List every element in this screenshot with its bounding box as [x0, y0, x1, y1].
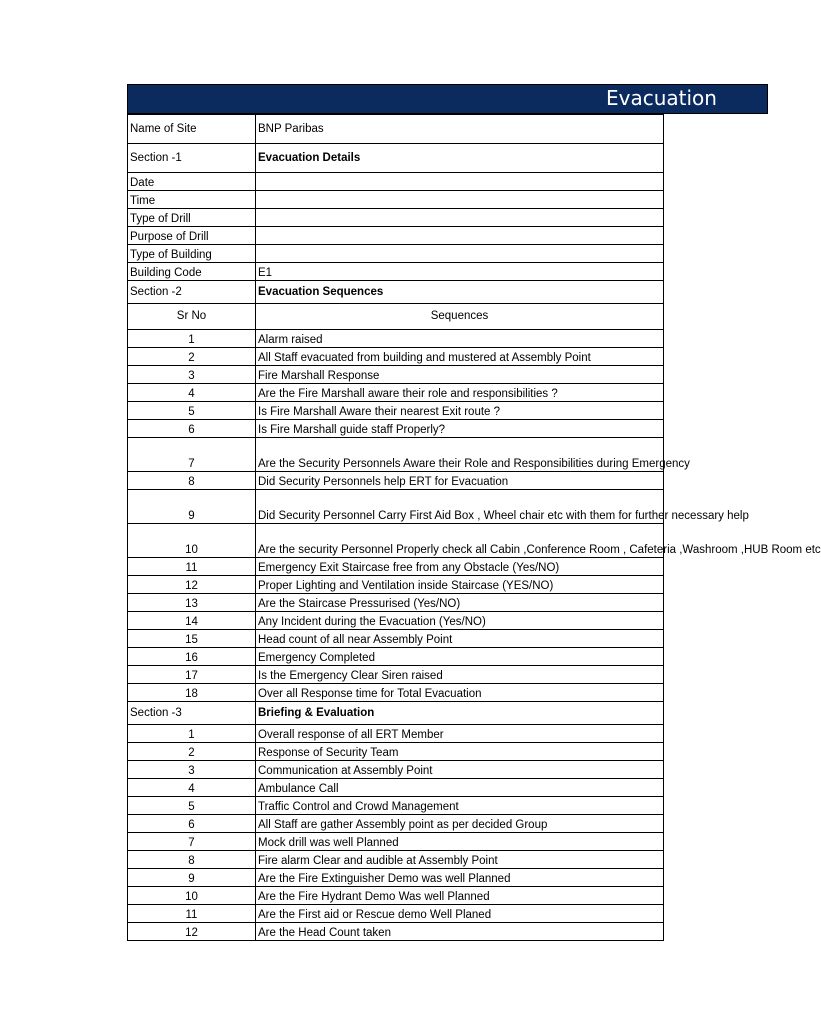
sequence-text[interactable]: Emergency Completed	[256, 648, 664, 666]
table-row	[128, 384, 664, 402]
sequence-text[interactable]: Emergency Exit Staircase free from any Obstacle (Yes/NO)	[256, 558, 664, 576]
sequence-number[interactable]: 14	[128, 612, 256, 630]
table-row	[128, 612, 664, 630]
table-row	[128, 905, 664, 923]
evaluation-number[interactable]: 5	[128, 797, 256, 815]
sequence-number[interactable]: 8	[128, 472, 256, 490]
detail-value[interactable]	[256, 245, 664, 263]
section-2-label[interactable]: Section -2	[128, 281, 256, 304]
evaluation-number[interactable]: 1	[128, 725, 256, 743]
table-row	[128, 833, 664, 851]
table-row	[128, 366, 664, 384]
table-row	[128, 558, 664, 576]
detail-label[interactable]: Purpose of Drill	[128, 227, 256, 245]
table-row	[128, 348, 664, 366]
table-row	[128, 630, 664, 648]
table-row	[128, 524, 664, 558]
sequence-text[interactable]: Alarm raised	[256, 330, 664, 348]
table-row	[128, 490, 664, 524]
section-3-label[interactable]: Section -3	[128, 702, 256, 725]
detail-row	[128, 209, 664, 227]
detail-row	[128, 245, 664, 263]
sequence-number[interactable]: 4	[128, 384, 256, 402]
detail-value[interactable]	[256, 173, 664, 191]
table-row	[128, 923, 664, 941]
evaluation-number[interactable]: 12	[128, 923, 256, 941]
table-row	[128, 887, 664, 905]
sequence-number[interactable]: 2	[128, 348, 256, 366]
table-row	[128, 576, 664, 594]
sequence-text[interactable]: Proper Lighting and Ventilation inside Staircase (YES/NO)	[256, 576, 664, 594]
evaluation-text[interactable]: Mock drill was well Planned	[256, 833, 664, 851]
sequence-text[interactable]: All Staff evacuated from building and mustered at Assembly Point	[256, 348, 664, 366]
sequence-number[interactable]: 12	[128, 576, 256, 594]
evaluation-number[interactable]: 11	[128, 905, 256, 923]
evaluation-number[interactable]: 4	[128, 779, 256, 797]
sequence-number[interactable]: 7	[128, 438, 256, 472]
evaluation-text[interactable]: Fire alarm Clear and audible at Assembly Point	[256, 851, 664, 869]
evaluation-number[interactable]: 8	[128, 851, 256, 869]
sequence-text[interactable]: Did Security Personnels help ERT for Evacuation	[256, 472, 664, 490]
evaluation-text[interactable]: Are the Head Count taken	[256, 923, 664, 941]
sequence-number[interactable]: 18	[128, 684, 256, 702]
table-row	[128, 761, 664, 779]
detail-row	[128, 191, 664, 209]
detail-value[interactable]: E1	[256, 263, 664, 281]
evaluation-number[interactable]: 2	[128, 743, 256, 761]
sequence-text[interactable]: Head count of all near Assembly Point	[256, 630, 664, 648]
detail-label[interactable]: Time	[128, 191, 256, 209]
table-row	[128, 472, 664, 490]
sequence-number[interactable]: 1	[128, 330, 256, 348]
column-header-row	[128, 304, 664, 330]
table-row	[128, 815, 664, 833]
sequence-number[interactable]: 5	[128, 402, 256, 420]
sequence-text[interactable]: Is Fire Marshall Aware their nearest Exit route ?	[256, 402, 664, 420]
detail-label[interactable]: Type of Building	[128, 245, 256, 263]
table-row	[128, 666, 664, 684]
section-3-header-row	[128, 702, 664, 725]
evaluation-text[interactable]: Response of Security Team	[256, 743, 664, 761]
site-value[interactable]: BNP Paribas	[256, 115, 664, 144]
site-label[interactable]: Name of Site	[128, 115, 256, 144]
sequence-text[interactable]: Any Incident during the Evacuation (Yes/NO)	[256, 612, 664, 630]
table-row	[128, 797, 664, 815]
evaluation-number[interactable]: 3	[128, 761, 256, 779]
sequence-number[interactable]: 6	[128, 420, 256, 438]
detail-value[interactable]	[256, 209, 664, 227]
evaluation-text[interactable]: Are the Fire Hydrant Demo Was well Planned	[256, 887, 664, 905]
sequence-text[interactable]: Is the Emergency Clear Siren raised	[256, 666, 664, 684]
col-header-srno[interactable]: Sr No	[128, 304, 256, 330]
evaluation-number[interactable]: 7	[128, 833, 256, 851]
table-row	[128, 402, 664, 420]
sequence-number[interactable]: 10	[128, 524, 256, 558]
sequence-text[interactable]: Are the Staircase Pressurised (Yes/NO)	[256, 594, 664, 612]
table-row	[128, 743, 664, 761]
sequence-text[interactable]: Fire Marshall Response	[256, 366, 664, 384]
table-row	[128, 725, 664, 743]
sequence-text[interactable]: Over all Response time for Total Evacuation	[256, 684, 664, 702]
sequence-number[interactable]: 11	[128, 558, 256, 576]
section-1-header-row	[128, 144, 664, 173]
title-bar	[127, 84, 768, 114]
table-row	[128, 869, 664, 887]
evaluation-text[interactable]: Communication at Assembly Point	[256, 761, 664, 779]
evaluation-text[interactable]: Traffic Control and Crowd Management	[256, 797, 664, 815]
table-row	[128, 851, 664, 869]
detail-value[interactable]	[256, 191, 664, 209]
table-row	[128, 779, 664, 797]
sequence-number[interactable]: 3	[128, 366, 256, 384]
section-2-header-row	[128, 281, 664, 304]
evaluation-text[interactable]: Ambulance Call	[256, 779, 664, 797]
col-header-sequences[interactable]: Sequences	[256, 304, 664, 330]
evaluation-text[interactable]: All Staff are gather Assembly point as per decided Group	[256, 815, 664, 833]
sequence-number[interactable]: 17	[128, 666, 256, 684]
sequence-text[interactable]: Is Fire Marshall guide staff Properly?	[256, 420, 664, 438]
sequence-text[interactable]: Are the security Personnel Properly check all Cabin ,Conference Room , Cafeteria ,Washroom ,HUB Room etc	[256, 524, 664, 558]
detail-label[interactable]: Building Code	[128, 263, 256, 281]
sequence-number[interactable]: 9	[128, 490, 256, 524]
evaluation-text[interactable]: Are the First aid or Rescue demo Well Planed	[256, 905, 664, 923]
table-row	[128, 330, 664, 348]
section-3-title[interactable]: Briefing & Evaluation	[256, 702, 664, 725]
detail-label[interactable]: Type of Drill	[128, 209, 256, 227]
detail-row	[128, 173, 664, 191]
page-title: Evacuation	[606, 86, 717, 110]
section-2-title[interactable]: Evacuation Sequences	[256, 281, 664, 304]
table-row	[128, 648, 664, 666]
table-body	[128, 115, 821, 941]
table-row	[128, 594, 664, 612]
evaluation-number[interactable]: 9	[128, 869, 256, 887]
evaluation-number[interactable]: 10	[128, 887, 256, 905]
evaluation-number[interactable]: 6	[128, 815, 256, 833]
detail-row	[128, 227, 664, 245]
evaluation-text[interactable]: Are the Fire Extinguisher Demo was well Planned	[256, 869, 664, 887]
detail-value[interactable]	[256, 227, 664, 245]
sequence-number[interactable]: 15	[128, 630, 256, 648]
detail-label[interactable]: Date	[128, 173, 256, 191]
sequence-number[interactable]: 16	[128, 648, 256, 666]
sequence-text[interactable]: Are the Fire Marshall aware their role and responsibilities ?	[256, 384, 664, 402]
sequence-text[interactable]: Are the Security Personnels Aware their Role and Responsibilities during Emergency	[256, 438, 664, 472]
table-row	[128, 684, 664, 702]
section-1-title[interactable]: Evacuation Details	[256, 144, 664, 173]
sequence-text[interactable]: Did Security Personnel Carry First Aid Box , Wheel chair etc with them for further necessary help	[256, 490, 664, 524]
section-1-label[interactable]: Section -1	[128, 144, 256, 173]
sequence-number[interactable]: 13	[128, 594, 256, 612]
table-row	[128, 420, 664, 438]
detail-row	[128, 263, 664, 281]
evacuation-form-table	[127, 114, 821, 941]
evaluation-text[interactable]: Overall response of all ERT Member	[256, 725, 664, 743]
table-row	[128, 438, 664, 472]
site-row	[128, 115, 664, 144]
